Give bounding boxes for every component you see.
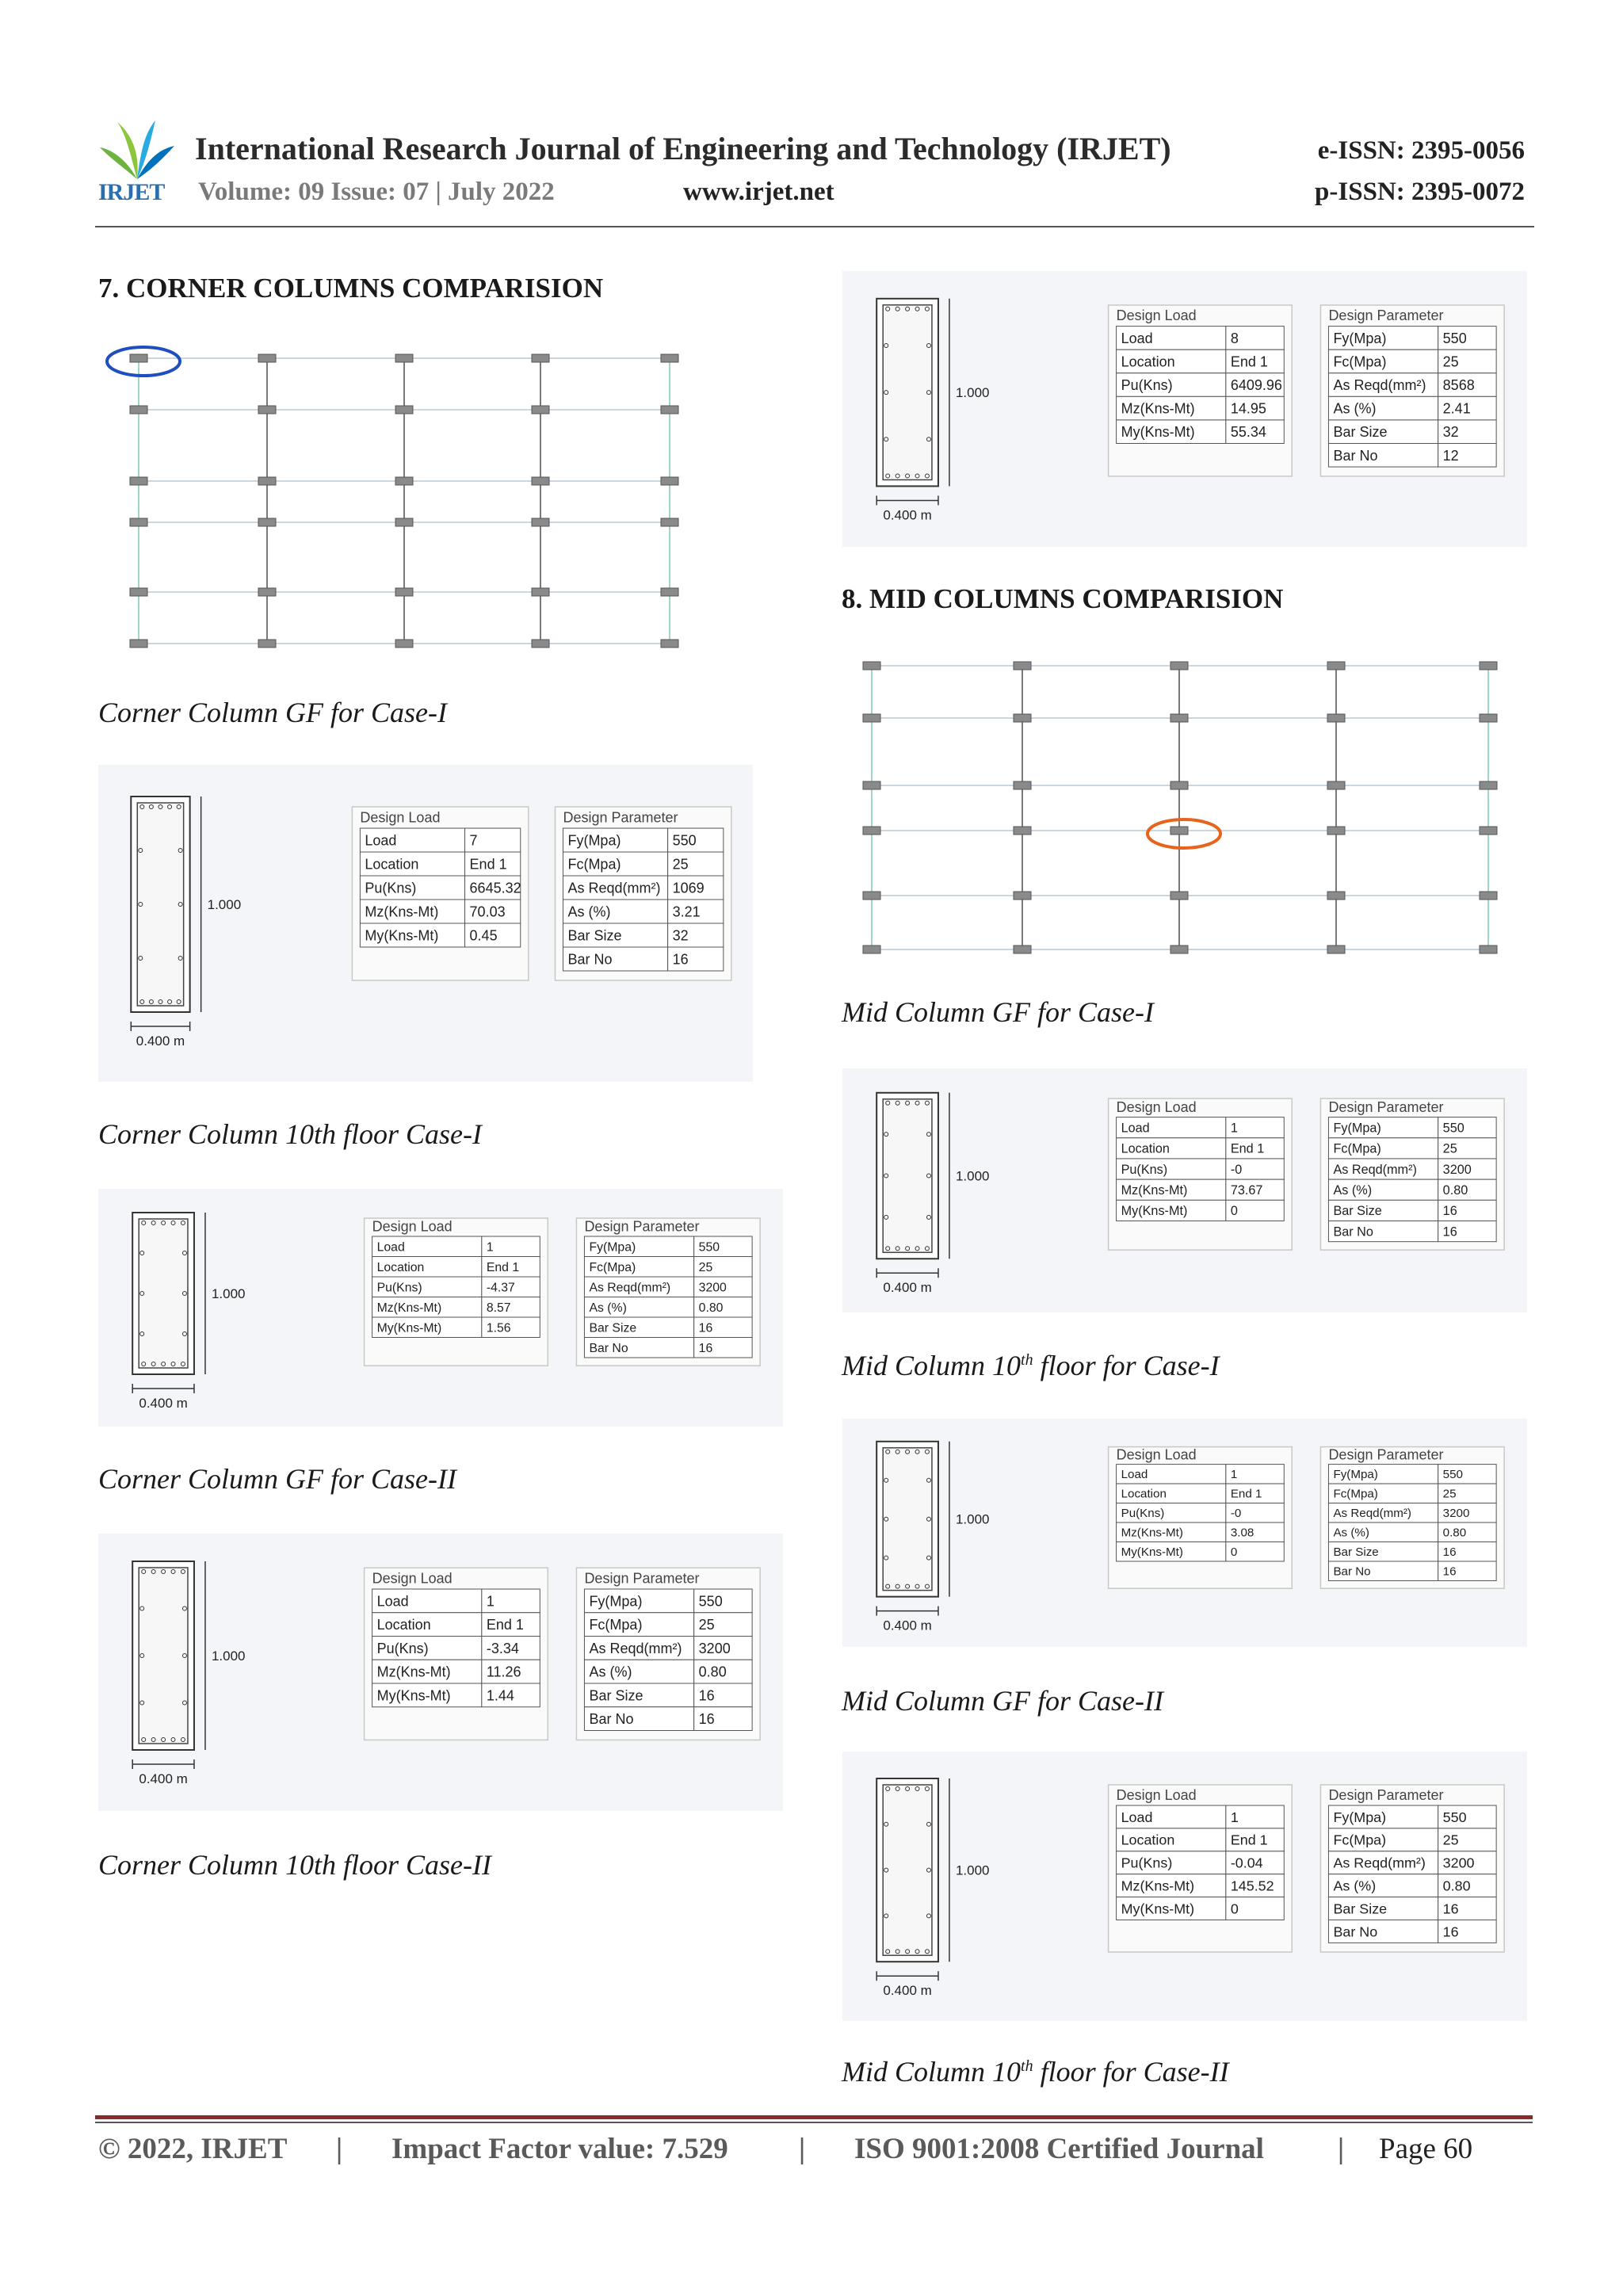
design-load-table-value: 8.57 — [486, 1301, 511, 1315]
design-parameter-table-value: 25 — [1442, 353, 1459, 370]
design-load-table-value: End 1 — [469, 856, 507, 873]
design-parameter-table-label: Bar Size — [1333, 1545, 1379, 1560]
design-parameter-table-value: 2.41 — [1442, 400, 1471, 417]
figure-svg — [98, 765, 753, 1082]
column-design-figure — [98, 765, 753, 1082]
column-node — [1170, 946, 1188, 953]
figure-svg — [98, 1189, 783, 1427]
caption-corner-gf-case2: Corner Column GF for Case-II — [98, 1463, 456, 1495]
design-parameter-table-value: 0.80 — [1442, 1182, 1468, 1198]
design-parameter-table-label: Fc(Mpa) — [589, 1617, 643, 1633]
column-node — [130, 354, 147, 362]
height-dimension-label: 1.000 — [955, 1862, 990, 1878]
design-parameter-table-value: 8568 — [1442, 377, 1475, 394]
width-dimension-label: 0.400 m — [139, 1396, 188, 1411]
design-load-table-value: 6645.32 — [469, 880, 521, 896]
design-parameter-table-value: 16 — [1442, 1564, 1457, 1579]
p-issn: p-ISSN: 2395-0072 — [1315, 178, 1525, 206]
design-load-table-label: Location — [365, 856, 419, 873]
design-load-table-label: Mz(Kns-Mt) — [1121, 1526, 1183, 1540]
design-load-table-value: End 1 — [1230, 1487, 1262, 1501]
height-dimension-label: 1.000 — [955, 1168, 990, 1184]
design-parameter-table-value: 550 — [1442, 1468, 1463, 1482]
design-load-table-label: Pu(Kns) — [376, 1640, 429, 1656]
design-parameter-table-value: 25 — [1442, 1141, 1457, 1156]
section-heading-mid: 8. MID COLUMNS COMPARISION — [842, 583, 1284, 614]
column-node — [661, 518, 678, 526]
width-dimension-label: 0.400 m — [883, 1618, 932, 1633]
column-node — [1014, 662, 1031, 670]
design-parameter-table-label: As (%) — [1333, 1182, 1373, 1198]
design-parameter-table-value: 25 — [1442, 1832, 1459, 1848]
column-node — [258, 518, 276, 526]
design-parameter-table-value: 25 — [672, 856, 689, 873]
column-core — [139, 1568, 188, 1744]
design-parameter-table-label: Fc(Mpa) — [589, 1260, 636, 1274]
design-parameter-table-title: Design Parameter — [1328, 308, 1444, 324]
caption-mid-gf-case2: Mid Column GF for Case-II — [842, 1685, 1163, 1717]
figure-svg — [842, 1419, 1527, 1647]
design-parameter-table-label: Fy(Mpa) — [1333, 330, 1387, 346]
design-load-table-label: Mz(Kns-Mt) — [376, 1301, 442, 1315]
column-node — [661, 354, 678, 362]
column-design-figure — [98, 1189, 783, 1427]
design-load-table-label: Load — [376, 1593, 409, 1610]
column-node — [532, 518, 549, 526]
footer-page-number: Page 60 — [1379, 2133, 1473, 2165]
design-load-table-label: Location — [1121, 1832, 1175, 1848]
column-node — [130, 406, 147, 414]
design-parameter-table-label: Fy(Mpa) — [1333, 1121, 1381, 1136]
width-dimension-label: 0.400 m — [139, 1771, 188, 1786]
column-node — [130, 518, 147, 526]
design-load-table-label: Pu(Kns) — [1121, 377, 1173, 394]
design-parameter-table-value: 16 — [1442, 1901, 1459, 1917]
design-load-table-value: End 1 — [1230, 1141, 1265, 1156]
design-parameter-table-label: As (%) — [589, 1664, 632, 1680]
column-node — [1014, 714, 1031, 722]
section-heading-corner: 7. CORNER COLUMNS COMPARISION — [98, 273, 604, 304]
design-parameter-table-value: 3200 — [1442, 1855, 1475, 1871]
design-load-table-value: 0 — [1230, 1545, 1238, 1560]
design-load-table-label: Location — [1121, 1487, 1167, 1501]
corner-grid-plan — [95, 337, 682, 654]
column-node — [1327, 892, 1345, 900]
column-core — [139, 1219, 188, 1368]
column-node — [1327, 946, 1345, 953]
design-parameter-table-label: Fy(Mpa) — [1333, 1468, 1378, 1482]
column-node — [1480, 892, 1497, 900]
footer-rule — [95, 2115, 1533, 2119]
height-dimension-label: 1.000 — [211, 1648, 246, 1664]
design-parameter-table-value: 16 — [698, 1341, 713, 1355]
design-parameter-table-label: Fc(Mpa) — [1333, 1487, 1378, 1501]
width-dimension-label: 0.400 m — [883, 507, 932, 523]
design-load-table-label: My(Kns-Mt) — [1121, 424, 1195, 441]
column-node — [532, 477, 549, 485]
column-design-figure — [842, 1752, 1527, 2021]
width-dimension-label: 0.400 m — [136, 1033, 185, 1049]
footer-separator: | — [799, 2133, 806, 2165]
column-node — [863, 662, 880, 670]
figure-svg — [98, 1534, 783, 1811]
design-load-table-label: Pu(Kns) — [1121, 1507, 1165, 1521]
footer-copyright: © 2022, IRJET — [98, 2133, 288, 2165]
design-parameter-table-label: Bar No — [1333, 1224, 1373, 1240]
column-design-figure — [842, 1419, 1527, 1647]
design-parameter-table-title: Design Parameter — [584, 1570, 700, 1587]
design-parameter-table-label: Bar No — [567, 951, 613, 968]
column-design-figure — [98, 1534, 783, 1811]
height-dimension-label: 1.000 — [211, 1286, 246, 1301]
column-node — [395, 354, 413, 362]
design-parameter-table-value: 0.80 — [1442, 1878, 1471, 1894]
design-load-table-value: 8 — [1230, 330, 1239, 346]
footer-separator: | — [336, 2133, 343, 2165]
column-node — [395, 477, 413, 485]
design-load-table-value: 73.67 — [1230, 1182, 1263, 1198]
column-node — [1327, 827, 1345, 835]
website-link[interactable]: www.irjet.net — [683, 178, 834, 206]
e-issn: e-ISSN: 2395-0056 — [1317, 136, 1525, 165]
column-node — [863, 892, 880, 900]
figure-svg — [842, 1068, 1527, 1312]
column-node — [258, 354, 276, 362]
design-parameter-table-value: 16 — [698, 1687, 715, 1704]
column-node — [863, 827, 880, 835]
design-parameter-table-label: Bar No — [1333, 1564, 1371, 1579]
caption-mid-gf-case1: Mid Column GF for Case-I — [842, 996, 1154, 1028]
column-node — [258, 477, 276, 485]
design-load-table-label: My(Kns-Mt) — [1121, 1545, 1183, 1560]
column-node — [1014, 781, 1031, 789]
design-parameter-table-label: As (%) — [1333, 1878, 1377, 1894]
design-parameter-table-value: 25 — [698, 1260, 713, 1274]
design-load-table-label: Load — [365, 832, 397, 849]
design-load-table-value: End 1 — [1230, 1832, 1268, 1848]
design-parameter-table-value: 1069 — [672, 880, 705, 896]
design-parameter-table-label: Bar Size — [567, 927, 622, 944]
design-parameter-table-value: 16 — [1442, 1224, 1457, 1240]
column-node — [130, 588, 147, 596]
design-parameter-table-title: Design Parameter — [1328, 1099, 1444, 1116]
design-load-table-label: Mz(Kns-Mt) — [376, 1664, 451, 1680]
column-node — [863, 946, 880, 953]
design-load-table-title: Design Load — [372, 1218, 453, 1235]
design-load-table-label: Location — [376, 1260, 425, 1274]
design-parameter-table-value: 0.80 — [698, 1664, 727, 1680]
column-node — [532, 354, 549, 362]
design-parameter-table-label: Fy(Mpa) — [1333, 1809, 1387, 1825]
column-node — [863, 781, 880, 789]
logo-leaf-icon — [94, 117, 181, 181]
design-parameter-table-value: 32 — [1442, 424, 1459, 441]
design-load-table-value: 1.44 — [486, 1687, 514, 1704]
design-load-table-title: Design Load — [1116, 308, 1197, 324]
figure-svg — [842, 271, 1527, 547]
column-node — [532, 588, 549, 596]
design-parameter-table-label: Fc(Mpa) — [1333, 353, 1387, 370]
column-core — [883, 1099, 932, 1252]
design-load-table-value: 6409.96 — [1230, 377, 1282, 394]
column-node — [1480, 714, 1497, 722]
design-parameter-table-value: 3200 — [1442, 1507, 1470, 1521]
design-load-table-label: Mz(Kns-Mt) — [1121, 1182, 1188, 1198]
journal-title: International Research Journal of Engineering and Technology (IRJET) — [195, 131, 1171, 166]
design-parameter-table-label: As Reqd(mm²) — [567, 880, 661, 896]
design-parameter-table-value: 25 — [698, 1617, 715, 1633]
design-load-table-value: 3.08 — [1230, 1526, 1254, 1540]
column-node — [1327, 714, 1345, 722]
design-load-table-value: -0.04 — [1230, 1855, 1263, 1871]
design-load-table-value: 14.95 — [1230, 400, 1266, 417]
design-parameter-table-label: Bar No — [589, 1711, 634, 1728]
column-node — [661, 640, 678, 648]
footer-iso: ISO 9001:2008 Certified Journal — [854, 2133, 1264, 2165]
column-core — [137, 803, 183, 1006]
design-parameter-table-value: 16 — [672, 951, 689, 968]
mid-grid-plan — [856, 650, 1514, 963]
design-parameter-table-value: 16 — [698, 1711, 715, 1728]
design-load-table-value: End 1 — [1230, 353, 1268, 370]
column-node — [1170, 714, 1188, 722]
design-load-table-label: Load — [1121, 1468, 1148, 1482]
figure-svg — [842, 1752, 1527, 2021]
column-node — [1014, 946, 1031, 953]
column-node — [661, 406, 678, 414]
footer-rule-thin — [95, 2122, 1533, 2123]
design-load-table-value: 1 — [1230, 1809, 1239, 1825]
design-load-table-label: Pu(Kns) — [365, 880, 417, 896]
design-parameter-table-label: As (%) — [567, 904, 611, 920]
design-parameter-table-label: Fy(Mpa) — [589, 1593, 643, 1610]
logo-text: IRJET — [98, 179, 165, 205]
design-parameter-table-label: As Reqd(mm²) — [1333, 1162, 1417, 1177]
column-node — [1014, 827, 1031, 835]
design-parameter-table-label: Bar No — [1333, 447, 1378, 464]
column-node — [395, 406, 413, 414]
design-load-table-value: -4.37 — [486, 1281, 515, 1295]
column-node — [532, 640, 549, 648]
caption-corner-10th-case1: Corner Column 10th floor Case-I — [98, 1118, 483, 1150]
design-load-table-value: 1 — [486, 1240, 494, 1255]
design-parameter-table-label: Bar Size — [1333, 1901, 1388, 1917]
design-load-table-label: My(Kns-Mt) — [1121, 1204, 1188, 1219]
design-parameter-table-label: Bar No — [589, 1341, 628, 1355]
footer-impact-factor: Impact Factor value: 7.529 — [391, 2133, 728, 2165]
design-parameter-table-label: As Reqd(mm²) — [589, 1640, 682, 1656]
design-parameter-table-label: As (%) — [1333, 1526, 1369, 1540]
design-load-table-label: Mz(Kns-Mt) — [1121, 1878, 1195, 1894]
column-node — [1170, 892, 1188, 900]
design-load-table-label: Load — [1121, 1121, 1150, 1136]
design-load-table-label: Load — [1121, 330, 1153, 346]
design-load-table-label: Location — [1121, 1141, 1170, 1156]
grid-plan-svg — [856, 650, 1514, 963]
design-parameter-table-label: Bar Size — [1333, 424, 1388, 441]
design-parameter-table-label: Bar Size — [589, 1687, 643, 1704]
design-load-table-title: Design Load — [1116, 1099, 1197, 1116]
column-design-figure — [842, 1068, 1527, 1312]
design-parameter-table-label: As Reqd(mm²) — [1333, 377, 1426, 394]
design-parameter-table-label: As Reqd(mm²) — [1333, 1507, 1411, 1521]
column-node — [1327, 781, 1345, 789]
design-load-table-value: 1 — [486, 1593, 495, 1610]
column-node — [258, 640, 276, 648]
design-parameter-table-value: 3200 — [698, 1281, 727, 1295]
caption-mid-10th-case1: Mid Column 10th floor for Case-I — [842, 1350, 1220, 1381]
design-load-table-value: 1 — [1230, 1121, 1238, 1136]
design-load-table-label: Location — [376, 1617, 431, 1633]
design-load-table-value: -0 — [1230, 1507, 1242, 1521]
design-parameter-table-value: 3200 — [1442, 1162, 1472, 1177]
design-parameter-table-value: 16 — [1442, 1204, 1457, 1219]
column-node — [1480, 662, 1497, 670]
design-load-table-title: Design Load — [360, 809, 441, 826]
design-load-table-value: 0 — [1230, 1204, 1238, 1219]
design-load-table-label: Pu(Kns) — [376, 1281, 422, 1295]
column-core — [883, 1448, 932, 1591]
column-node — [532, 406, 549, 414]
column-node — [1014, 892, 1031, 900]
design-load-table-title: Design Load — [372, 1570, 453, 1587]
design-parameter-table-value: 16 — [1442, 1545, 1457, 1560]
header-rule — [95, 226, 1534, 227]
height-dimension-label: 1.000 — [207, 897, 242, 912]
design-load-table-value: End 1 — [486, 1617, 524, 1633]
design-load-table-value: 1 — [1230, 1468, 1238, 1482]
column-node — [1480, 827, 1497, 835]
design-parameter-table-label: Bar No — [1333, 1924, 1378, 1940]
column-node — [130, 477, 147, 485]
design-parameter-table-label: Bar Size — [589, 1321, 637, 1335]
volume-info: Volume: 09 Issue: 07 | July 2022 — [198, 178, 555, 206]
column-node — [258, 406, 276, 414]
height-dimension-label: 1.000 — [955, 385, 990, 401]
design-load-table-value: 0 — [1230, 1901, 1239, 1917]
design-parameter-table-value: 0.80 — [698, 1301, 724, 1315]
width-dimension-label: 0.400 m — [883, 1983, 932, 1999]
design-load-table-value: 7 — [469, 832, 478, 849]
column-core — [883, 1785, 932, 1955]
column-node — [661, 477, 678, 485]
design-load-table-title: Design Load — [1116, 1786, 1197, 1803]
design-parameter-table-label: As Reqd(mm²) — [589, 1281, 671, 1295]
design-parameter-table-label: Fy(Mpa) — [567, 832, 621, 849]
design-parameter-table-value: 550 — [698, 1593, 723, 1610]
design-load-table-value: 1.56 — [486, 1321, 511, 1335]
design-load-table-value: End 1 — [486, 1260, 520, 1274]
design-parameter-table-value: 550 — [1442, 1809, 1467, 1825]
design-load-table-label: Mz(Kns-Mt) — [1121, 400, 1195, 417]
design-load-table-value: 145.52 — [1230, 1878, 1274, 1894]
column-node — [395, 640, 413, 648]
design-parameter-table-label: Bar Size — [1333, 1204, 1382, 1219]
design-parameter-table-value: 16 — [1442, 1924, 1459, 1940]
design-parameter-table-value: 12 — [1442, 447, 1459, 464]
design-parameter-table-title: Design Parameter — [1328, 1786, 1444, 1803]
design-parameter-table-title: Design Parameter — [1328, 1446, 1444, 1463]
design-load-table-label: My(Kns-Mt) — [376, 1687, 451, 1704]
design-load-table-value: -0 — [1230, 1162, 1243, 1177]
design-load-table-label: Load — [376, 1240, 405, 1255]
design-parameter-table-label: Fc(Mpa) — [1333, 1141, 1381, 1156]
column-design-figure — [842, 271, 1527, 547]
design-load-table-value: 55.34 — [1230, 424, 1266, 441]
design-load-table-label: My(Kns-Mt) — [376, 1321, 442, 1335]
design-load-table-label: Mz(Kns-Mt) — [365, 904, 439, 920]
design-load-table-value: 0.45 — [469, 927, 498, 944]
column-node — [395, 588, 413, 596]
design-parameter-table-label: As Reqd(mm²) — [1333, 1855, 1426, 1871]
height-dimension-label: 1.000 — [955, 1511, 990, 1527]
design-parameter-table-value: 32 — [672, 927, 689, 944]
design-parameter-table-value: 550 — [698, 1240, 720, 1255]
design-load-table-label: Location — [1121, 353, 1175, 370]
design-load-table-value: -3.34 — [486, 1640, 519, 1656]
footer-separator: | — [1338, 2133, 1345, 2165]
design-parameter-table-value: 550 — [1442, 330, 1467, 346]
caption-corner-gf-case1: Corner Column GF for Case-I — [98, 697, 447, 728]
column-node — [1327, 662, 1345, 670]
design-parameter-table-title: Design Parameter — [584, 1218, 700, 1235]
design-parameter-table-value: 3200 — [698, 1640, 731, 1656]
design-parameter-table-value: 16 — [698, 1321, 713, 1335]
column-node — [395, 518, 413, 526]
grid-plan-svg — [95, 337, 682, 654]
design-load-table-label: My(Kns-Mt) — [365, 927, 439, 944]
design-parameter-table-value: 3.21 — [672, 904, 701, 920]
caption-corner-10th-case2: Corner Column 10th floor Case-II — [98, 1849, 492, 1881]
design-load-table-title: Design Load — [1116, 1446, 1197, 1463]
design-parameter-table-label: As (%) — [589, 1301, 627, 1315]
column-node — [1480, 781, 1497, 789]
design-parameter-table-label: Fc(Mpa) — [1333, 1832, 1387, 1848]
design-load-table-label: Pu(Kns) — [1121, 1855, 1173, 1871]
column-node — [863, 714, 880, 722]
design-load-table-label: Load — [1121, 1809, 1153, 1825]
design-parameter-table-label: As (%) — [1333, 400, 1377, 417]
column-node — [661, 588, 678, 596]
column-node — [1170, 827, 1188, 835]
caption-mid-10th-case2: Mid Column 10th floor for Case-II — [842, 2056, 1229, 2088]
design-parameter-table-value: 550 — [672, 832, 697, 849]
design-parameter-table-title: Design Parameter — [563, 809, 678, 826]
design-parameter-table-label: Fc(Mpa) — [567, 856, 621, 873]
column-node — [258, 588, 276, 596]
design-parameter-table-value: 0.80 — [1442, 1526, 1467, 1540]
design-parameter-table-label: Fy(Mpa) — [589, 1240, 636, 1255]
design-load-table-value: 11.26 — [486, 1664, 521, 1680]
design-parameter-table-value: 25 — [1442, 1487, 1457, 1501]
design-load-table-value: 70.03 — [469, 904, 506, 920]
design-load-table-label: Pu(Kns) — [1121, 1162, 1168, 1177]
column-node — [1480, 946, 1497, 953]
column-node — [130, 640, 147, 648]
column-node — [1170, 662, 1188, 670]
column-node — [1170, 781, 1188, 789]
design-parameter-table-value: 550 — [1442, 1121, 1465, 1136]
design-load-table-label: My(Kns-Mt) — [1121, 1901, 1195, 1917]
width-dimension-label: 0.400 m — [883, 1280, 932, 1296]
column-core — [883, 305, 932, 480]
